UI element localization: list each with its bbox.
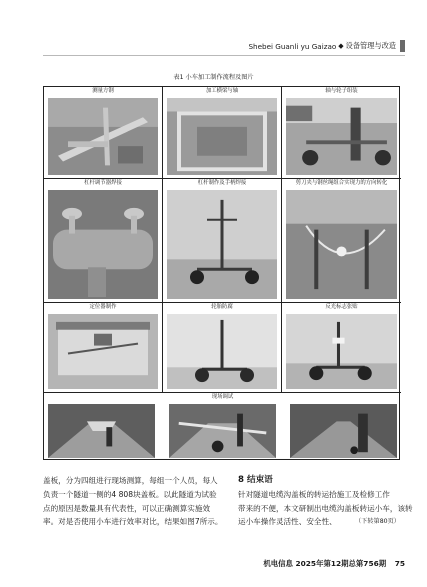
cell-label: 测量方钢 [92, 88, 114, 94]
running-head-separator: ◆ [338, 42, 344, 50]
tire-anticorrosion-photo [167, 314, 277, 389]
tunnel-site-photo-2 [169, 404, 276, 458]
cell-label: 加工横梁与轴 [205, 88, 239, 94]
table-cell [44, 87, 163, 179]
body-line: 运小车操作灵活性、安全性、 [238, 517, 337, 527]
cell-label: 现场调试 [211, 394, 234, 400]
cell-label: 杠杆调节器焊接 [84, 180, 122, 186]
cell-label: 定位器制作 [89, 304, 117, 310]
running-head-pinyin: Shebei Guanli yu Gaizao [248, 41, 337, 51]
body-text-right [238, 474, 413, 529]
table-cell [163, 303, 282, 393]
table-cell [282, 179, 401, 303]
process-photo-table [43, 86, 400, 460]
continued-on-note: （下转第80页） [355, 518, 400, 526]
body-line: 带来的不便，本文研制出电缆沟盖板转运小车，该转 [238, 503, 413, 513]
header-rule [43, 55, 405, 56]
body-line: 针对隧道电缆沟盖板的转运拾施工及检修工作 [238, 489, 390, 499]
cell-label: 反光标志张贴 [325, 304, 358, 310]
cell-label: 剪刀夹与钢丝绳组合实现力的方向转化 [295, 180, 388, 186]
cell-label: 轮胎防腐 [211, 304, 233, 310]
body-line: 点的原因是数量具有代表性，可以正确测算实施效 [43, 503, 211, 513]
cell-label: 杠杆制作及手柄焊接 [197, 180, 247, 186]
reflective-sign-photo [286, 314, 397, 389]
table-cell [44, 303, 163, 393]
section-heading: 8 结束语 [238, 475, 273, 485]
locator-photo [48, 314, 158, 389]
lever-handle-photo [167, 190, 277, 299]
tunnel-site-photo-3 [290, 404, 397, 458]
cell-label: 轴与轮子组装 [325, 88, 358, 94]
running-head-bar [400, 40, 405, 52]
body-line: 率。对是否使用小车进行效率对比，结果如图7所示。 [43, 517, 223, 527]
body-line: 负责一个隧道一侧的4 808块盖板。以此隧道为试验 [43, 489, 217, 499]
table-cell [163, 87, 282, 179]
lever-adjuster-weld-photo [48, 190, 158, 299]
beam-axle-frame-photo [167, 98, 277, 175]
table-cell [282, 303, 401, 393]
body-text-left [43, 474, 227, 529]
table-cell [282, 87, 401, 179]
table-cell [163, 179, 282, 303]
page-number: 75 [394, 559, 405, 568]
journal-issue: 机电信息 2025年第12期总第756期 [263, 559, 387, 568]
tunnel-site-photo-1 [48, 404, 155, 458]
body-line: 盖板，分为四组进行现场测算，每组一个人员，每人 [43, 476, 218, 485]
axle-wheel-assembly-photo [286, 98, 397, 175]
table-cell [44, 179, 163, 303]
field-test-cell [44, 393, 401, 461]
body-line-with-jump [238, 515, 400, 529]
measuring-square-steel-photo [48, 98, 158, 175]
scissor-clamp-cable-photo [286, 190, 397, 299]
table-caption: 表1 小车加工制作流程及图片 [173, 74, 254, 81]
page-footer [263, 558, 405, 569]
running-head-column: 设备管理与改造 [345, 41, 396, 50]
running-head [248, 40, 405, 52]
